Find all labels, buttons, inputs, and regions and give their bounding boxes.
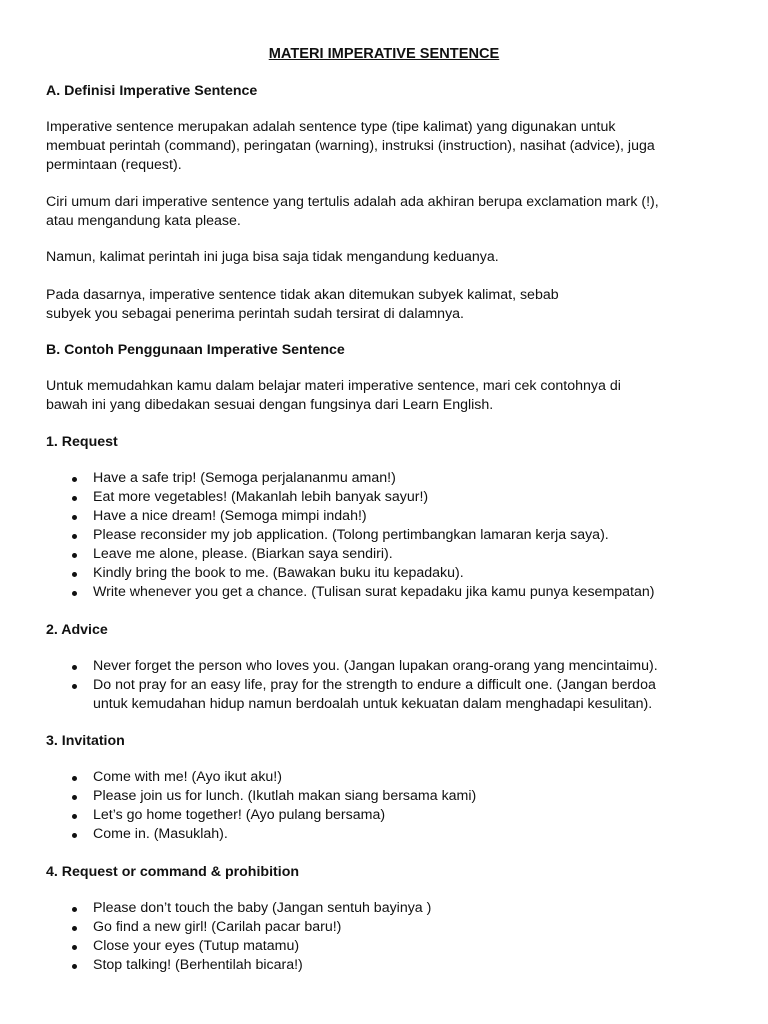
list-item: Write whenever you get a chance. (Tulisan surat kepadaku jika kamu punya kesempatan) <box>46 583 736 602</box>
paragraph-line: Ciri umum dari imperative sentence yang tertulis adalah ada akhiran berupa exclamation mark (!), <box>46 194 659 210</box>
request-list <box>46 469 736 602</box>
paragraph-line: permintaan (request). <box>46 157 182 173</box>
invitation-heading: 3. Invitation <box>46 733 125 749</box>
list-item: Please don’t touch the baby (Jangan sentuh bayinya ) <box>46 899 736 918</box>
definition-paragraph <box>46 118 736 175</box>
request-heading: 1. Request <box>46 434 118 450</box>
list-item-line: Do not pray for an easy life, pray for the strength to endure a difficult one. (Jangan berdoa <box>93 677 656 693</box>
paragraph-line: Untuk memudahkan kamu dalam belajar materi imperative sentence, mari cek contohnya di <box>46 378 621 394</box>
command-list <box>46 899 736 975</box>
examples-intro-paragraph <box>46 377 736 415</box>
list-item: Eat more vegetables! (Makanlah lebih banyak sayur!) <box>46 488 736 507</box>
list-item: Let’s go home together! (Ayo pulang bersama) <box>46 806 736 825</box>
list-item: Stop talking! (Berhentilah bicara!) <box>46 956 736 975</box>
list-item: Please reconsider my job application. (Tolong pertimbangkan lamaran kerja saya). <box>46 526 736 545</box>
section-b-heading: B. Contoh Penggunaan Imperative Sentence <box>46 342 345 358</box>
list-item: Close your eyes (Tutup matamu) <box>46 937 736 956</box>
paragraph-line: membuat perintah (command), peringatan (warning), instruksi (instruction), nasihat (advice), juga <box>46 138 655 154</box>
paragraph-line: bawah ini yang dibedakan sesuai dengan fungsinya dari Learn English. <box>46 397 494 413</box>
exception-paragraph <box>46 248 736 267</box>
list-item: Come with me! (Ayo ikut aku!) <box>46 768 736 787</box>
list-item: Go find a new girl! (Carilah pacar baru!) <box>46 918 736 937</box>
list-item: Please join us for lunch. (Ikutlah makan siang bersama kami) <box>46 787 736 806</box>
document-title: MATERI IMPERATIVE SENTENCE <box>268 46 500 62</box>
invitation-list <box>46 768 736 844</box>
list-item: Kindly bring the book to me. (Bawakan buku itu kepadaku). <box>46 564 736 583</box>
command-heading: 4. Request or command & prohibition <box>46 864 300 880</box>
advice-list <box>46 657 736 714</box>
characteristics-paragraph <box>46 193 736 231</box>
subject-paragraph <box>46 286 736 324</box>
paragraph-line: Namun, kalimat perintah ini juga bisa saja tidak mengandung keduanya. <box>46 249 499 265</box>
paragraph-line: Imperative sentence merupakan adalah sentence type (tipe kalimat) yang digunakan untuk <box>46 119 616 135</box>
list-item: Have a nice dream! (Semoga mimpi indah!) <box>46 507 736 526</box>
list-item: Come in. (Masuklah). <box>46 825 736 844</box>
paragraph-line: Pada dasarnya, imperative sentence tidak akan ditemukan subyek kalimat, sebab <box>46 287 559 303</box>
list-item: Have a safe trip! (Semoga perjalananmu aman!) <box>46 469 736 488</box>
list-item: Never forget the person who loves you. (Jangan lupakan orang-orang yang mencintaimu). <box>46 657 736 676</box>
list-item <box>46 676 736 714</box>
list-item-line: untuk kemudahan hidup namun berdoalah untuk kekuatan dalam menghadapi kesulitan). <box>93 696 653 712</box>
advice-heading: 2. Advice <box>46 622 108 638</box>
paragraph-line: subyek you sebagai penerima perintah sudah tersirat di dalamnya. <box>46 306 464 322</box>
section-a-heading: A. Definisi Imperative Sentence <box>46 83 258 99</box>
paragraph-line: atau mengandung kata please. <box>46 213 241 229</box>
list-item: Leave me alone, please. (Biarkan saya sendiri). <box>46 545 736 564</box>
